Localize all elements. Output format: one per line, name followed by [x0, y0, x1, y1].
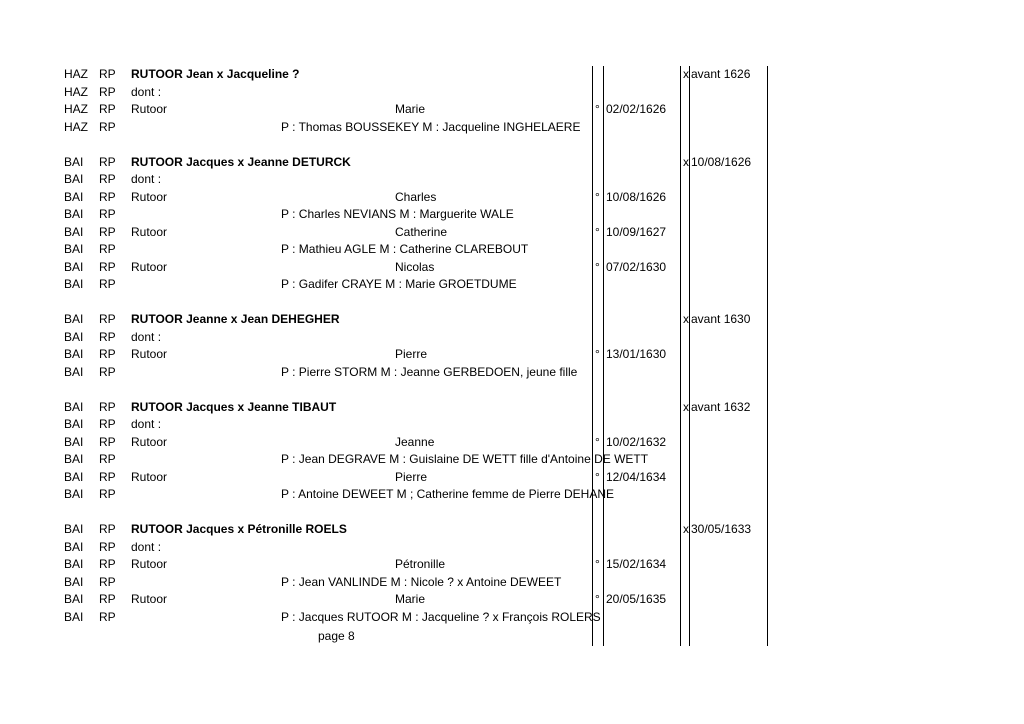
register-cell: RP [99, 207, 116, 221]
record-row [0, 486, 1024, 503]
birth-date-cell: 13/01/1630 [606, 347, 667, 361]
location-cell: HAZ [64, 84, 88, 99]
record-row [0, 451, 1024, 468]
surname-cell: RUTOOR Jacques x Jeanne DETURCK [131, 154, 351, 169]
register-cell: RP [99, 364, 116, 379]
first-name-cell: Catherine [395, 224, 448, 239]
first-name-cell: Charles [395, 189, 437, 204]
family-header-row [0, 66, 1024, 83]
record-row [0, 434, 1024, 451]
location-cell: BAI [64, 347, 84, 361]
marriage-symbol: x [683, 67, 689, 81]
register-cell: RP [99, 452, 116, 466]
location-cell: BAI [64, 434, 84, 449]
family-header-row [0, 399, 1024, 416]
location-cell: BAI [64, 487, 84, 501]
birth-symbol: ° [595, 259, 600, 274]
record-row [0, 609, 1024, 626]
surname-cell: dont : [131, 84, 162, 99]
record-row [0, 539, 1024, 556]
register-cell: RP [99, 312, 116, 326]
godparents-cell: P : Gadifer CRAYE M : Marie GROETDUME [281, 277, 517, 291]
register-cell: RP [99, 399, 116, 414]
location-cell: BAI [64, 207, 84, 221]
record-row [0, 101, 1024, 118]
register-cell: RP [99, 189, 116, 204]
record-row [0, 259, 1024, 276]
surname-cell: Rutoor [131, 434, 168, 449]
godparents-cell: P : Charles NEVIANS M : Marguerite WALE [281, 207, 514, 221]
location-cell: BAI [64, 172, 84, 186]
surname-cell: RUTOOR Jacques x Pétronille ROELS [131, 522, 347, 536]
birth-symbol: ° [595, 434, 600, 449]
marriage-date-cell: avant 1630 [691, 312, 751, 326]
birth-symbol: ° [595, 557, 600, 571]
location-cell: BAI [64, 452, 84, 466]
register-cell: RP [99, 119, 116, 134]
location-cell: BAI [64, 539, 84, 554]
register-cell: RP [99, 277, 116, 291]
register-cell: RP [99, 154, 116, 169]
register-cell: RP [99, 522, 116, 536]
location-cell: BAI [64, 242, 84, 256]
register-cell: RP [99, 67, 116, 81]
location-cell: BAI [64, 154, 84, 169]
first-name-cell: Marie [395, 592, 426, 606]
marriage-date-cell: avant 1626 [691, 67, 751, 81]
record-row [0, 206, 1024, 223]
surname-cell: Rutoor [131, 102, 168, 116]
godparents-cell: P : Jean DEGRAVE M : Guislaine DE WETT fille d'Antoine DE WETT [281, 452, 649, 466]
first-name-cell: Marie [395, 102, 426, 116]
register-cell: RP [99, 557, 116, 571]
record-row [0, 241, 1024, 258]
register-cell: RP [99, 329, 116, 344]
register-cell: RP [99, 487, 116, 501]
record-row [0, 84, 1024, 101]
godparents-cell: P : Pierre STORM M : Jeanne GERBEDOEN, jeune fille [281, 364, 578, 379]
godparents-cell: P : Jean VANLINDE M : Nicole ? x Antoine DEWEET [281, 574, 562, 589]
register-cell: RP [99, 172, 116, 186]
location-cell: HAZ [64, 119, 88, 134]
family-header-row [0, 154, 1024, 171]
first-name-cell: Nicolas [395, 259, 435, 274]
record-row [0, 189, 1024, 206]
record-row [0, 364, 1024, 381]
register-cell: RP [99, 469, 116, 484]
birth-symbol: ° [595, 592, 600, 606]
register-cell: RP [99, 592, 116, 606]
location-cell: BAI [64, 609, 84, 624]
birth-date-cell: 20/05/1635 [606, 592, 667, 606]
surname-cell: Rutoor [131, 259, 168, 274]
record-row [0, 416, 1024, 433]
marriage-symbol: x [683, 522, 689, 536]
location-cell: BAI [64, 574, 84, 589]
surname-cell: Rutoor [131, 592, 168, 606]
birth-symbol: ° [595, 469, 600, 484]
record-row [0, 556, 1024, 573]
location-cell: HAZ [64, 102, 88, 116]
register-cell: RP [99, 259, 116, 274]
surname-cell: Rutoor [131, 557, 168, 571]
record-row [0, 119, 1024, 136]
birth-symbol: ° [595, 189, 600, 204]
surname-cell: dont : [131, 329, 162, 344]
record-row [0, 346, 1024, 363]
surname-cell: RUTOOR Jean x Jacqueline ? [131, 67, 300, 81]
marriage-date-cell: avant 1632 [691, 399, 751, 414]
record-row [0, 276, 1024, 293]
location-cell: BAI [64, 592, 84, 606]
marriage-date-cell: 30/05/1633 [691, 522, 752, 536]
surname-cell: RUTOOR Jacques x Jeanne TIBAUT [131, 399, 337, 414]
register-cell: RP [99, 609, 116, 624]
location-cell: HAZ [64, 67, 88, 81]
birth-date-cell: 10/02/1632 [606, 434, 667, 449]
birth-date-cell: 12/04/1634 [606, 469, 667, 484]
marriage-symbol: x [683, 154, 689, 169]
godparents-cell: P : Mathieu AGLE M : Catherine CLAREBOUT [281, 242, 529, 256]
register-cell: RP [99, 417, 116, 431]
location-cell: BAI [64, 277, 84, 291]
marriage-symbol: x [683, 312, 689, 326]
birth-date-cell: 15/02/1634 [606, 557, 667, 571]
record-row [0, 329, 1024, 346]
record-row [0, 574, 1024, 591]
family-header-row [0, 311, 1024, 328]
first-name-cell: Pierre [395, 469, 428, 484]
register-cell: RP [99, 102, 116, 116]
first-name-cell: Pierre [395, 347, 428, 361]
birth-date-cell: 02/02/1626 [606, 102, 667, 116]
birth-date-cell: 10/08/1626 [606, 189, 667, 204]
register-cell: RP [99, 539, 116, 554]
location-cell: BAI [64, 329, 84, 344]
register-cell: RP [99, 434, 116, 449]
surname-cell: Rutoor [131, 189, 168, 204]
record-row [0, 469, 1024, 486]
location-cell: BAI [64, 189, 84, 204]
location-cell: BAI [64, 224, 84, 239]
marriage-symbol: x [683, 399, 689, 414]
family-header-row [0, 521, 1024, 538]
location-cell: BAI [64, 364, 84, 379]
godparents-cell: P : Antoine DEWEET M ; Catherine femme de Pierre DEHANE [281, 487, 615, 501]
location-cell: BAI [64, 469, 84, 484]
surname-cell: dont : [131, 417, 162, 431]
first-name-cell: Pétronille [395, 557, 446, 571]
register-cell: RP [99, 224, 116, 239]
surname-cell: RUTOOR Jeanne x Jean DEHEGHER [131, 312, 340, 326]
first-name-cell: Jeanne [395, 434, 435, 449]
register-cell: RP [99, 347, 116, 361]
register-cell: RP [99, 242, 116, 256]
location-cell: BAI [64, 522, 84, 536]
surname-cell: Rutoor [131, 224, 168, 239]
location-cell: BAI [64, 312, 84, 326]
record-row [0, 171, 1024, 188]
surname-cell: Rutoor [131, 469, 168, 484]
record-row [0, 224, 1024, 241]
register-cell: RP [99, 84, 116, 99]
register-cell: RP [99, 574, 116, 589]
godparents-cell: P : Jacques RUTOOR M : Jacqueline ? x François ROLERS [281, 609, 601, 624]
birth-symbol: ° [595, 102, 600, 116]
godparents-cell: P : Thomas BOUSSEKEY M : Jacqueline INGHELAERE [281, 119, 581, 134]
birth-symbol: ° [595, 347, 600, 361]
surname-cell: dont : [131, 539, 162, 554]
location-cell: BAI [64, 417, 84, 431]
birth-date-cell: 07/02/1630 [606, 259, 667, 274]
marriage-date-cell: 10/08/1626 [691, 154, 752, 169]
page-number: page 8 [318, 629, 355, 643]
birth-symbol: ° [595, 224, 600, 239]
location-cell: BAI [64, 557, 84, 571]
surname-cell: Rutoor [131, 347, 168, 361]
location-cell: BAI [64, 259, 84, 274]
birth-date-cell: 10/09/1627 [606, 224, 667, 239]
record-row [0, 591, 1024, 608]
surname-cell: dont : [131, 172, 162, 186]
location-cell: BAI [64, 399, 84, 414]
